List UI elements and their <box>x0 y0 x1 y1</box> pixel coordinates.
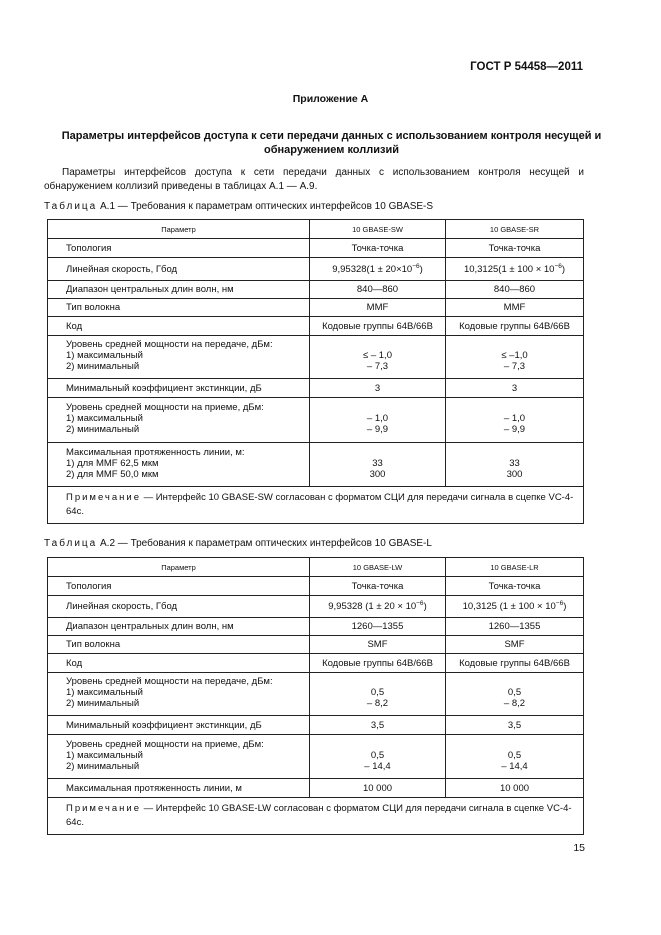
param-cell: Топология <box>48 577 310 596</box>
table1-col-param: Параметр <box>48 220 310 239</box>
table-row <box>48 281 584 299</box>
value-tail: ) <box>423 601 427 612</box>
table-row <box>48 654 584 673</box>
value-cell: 840—860 <box>310 281 446 299</box>
standard-number: ГОСТ Р 54458—2011 <box>470 61 583 73</box>
param-title: Максимальная протяженность линии, м: <box>66 447 245 458</box>
value-min: – 14,4 <box>501 761 528 772</box>
table2-note <box>48 798 584 835</box>
value-cell: 3,5 <box>310 716 446 735</box>
table-a1 <box>47 219 584 524</box>
param-cell: Минимальный коэффициент экстинкции, дБ <box>48 716 310 735</box>
value-tail: ) <box>563 601 567 612</box>
appendix-title: Приложение А <box>292 93 369 105</box>
param-cell <box>48 443 310 487</box>
value-exponent: −6 <box>555 599 564 607</box>
value-cell <box>310 336 446 379</box>
table-row <box>48 735 584 779</box>
table1-note-row <box>48 487 584 524</box>
table-row <box>48 673 584 716</box>
value-cell: 10 000 <box>310 779 446 798</box>
param-cell: Диапазон центральных длин волн, нм <box>48 281 310 299</box>
table-row <box>48 618 584 636</box>
value-min: – 7,3 <box>503 361 526 372</box>
param-cell <box>48 673 310 716</box>
table-row <box>48 299 584 317</box>
note-label: Примечание <box>66 803 141 814</box>
value-cell <box>310 258 446 281</box>
table-row <box>48 636 584 654</box>
value-cell: 1260—1355 <box>446 618 584 636</box>
value-cell: 3,5 <box>446 716 584 735</box>
value-min: – 9,9 <box>503 424 526 435</box>
value-cell: Точка-точка <box>446 239 584 258</box>
table1-note <box>48 487 584 524</box>
table-row <box>48 577 584 596</box>
value-cell <box>446 398 584 443</box>
param-cell: Тип волокна <box>48 636 310 654</box>
param-sub-min: 2) минимальный <box>66 361 140 372</box>
value-cell: Кодовые группы 64В/66В <box>310 317 446 336</box>
value-main: 10,3125(1 ± 100 × 10 <box>463 263 555 275</box>
value-cell: MMF <box>310 299 446 317</box>
value-cell <box>446 443 584 487</box>
param-cell <box>48 735 310 779</box>
param-cell: Тип волокна <box>48 299 310 317</box>
value-max: ≤ –1,0 <box>501 350 528 361</box>
table1-label: Таблица <box>44 201 98 212</box>
table-row <box>48 443 584 487</box>
param-title: Уровень средней мощности на передаче, дБм: <box>66 339 273 350</box>
value-min: – 7,3 <box>366 361 389 372</box>
value-cell: 1260—1355 <box>310 618 446 636</box>
param-title: Уровень средней мощности на приеме, дБм: <box>66 402 264 413</box>
table2-col-param: Параметр <box>48 558 310 577</box>
table1-caption <box>44 201 433 212</box>
value-cell <box>310 398 446 443</box>
value-cell: 10 000 <box>446 779 584 798</box>
param-sub-min: 2) минимальный <box>66 424 140 435</box>
value-cell: Кодовые группы 64В/66В <box>310 654 446 673</box>
page-number: 15 <box>573 842 585 854</box>
value-min: – 8,2 <box>503 698 526 709</box>
value-min: – 9,9 <box>366 424 389 435</box>
intro-paragraph: Параметры интерфейсов доступа к сети передачи данных с использованием контроля несущей и обнаружением коллизий приведены в таблицах А.1 — А.9. <box>44 167 584 192</box>
value-cell <box>310 443 446 487</box>
table-row <box>48 779 584 798</box>
value-cell: 840—860 <box>446 281 584 299</box>
value-main: 10,3125 (1 ± 100 × 10 <box>462 601 556 612</box>
value-max: 0,5 <box>370 687 385 698</box>
value-cell: 3 <box>446 379 584 398</box>
value-exponent: −6 <box>416 599 424 607</box>
table1-caption-text: А.1 — Требования к параметрам оптических интерфейсов 10 GBASE-S <box>100 201 434 212</box>
value-cell <box>310 735 446 779</box>
value-cell <box>446 258 584 281</box>
table-row <box>48 317 584 336</box>
value-l2: 300 <box>506 469 523 480</box>
param-cell: Линейная скорость, Гбод <box>48 596 310 618</box>
table-row <box>48 379 584 398</box>
note-text: — Интерфейс 10 GBASE-SW согласован с форматом СЦИ для передачи сигнала в сцепке VC-4-64c. <box>66 492 574 517</box>
value-l1: 33 <box>509 458 520 469</box>
param-cell: Код <box>48 317 310 336</box>
param-cell: Код <box>48 654 310 673</box>
value-cell <box>446 596 584 618</box>
value-cell <box>446 735 584 779</box>
param-sub-l1: 1) для MMF 62,5 мкм <box>66 458 159 469</box>
param-sub-l2: 2) для MMF 50,0 мкм <box>66 469 159 480</box>
section-heading: Параметры интерфейсов доступа к сети передачи данных с использованием контроля несущей и обнаружением коллизий <box>61 130 602 156</box>
value-cell: Точка-точка <box>446 577 584 596</box>
value-cell <box>446 673 584 716</box>
table-a2 <box>47 557 584 835</box>
param-cell: Максимальная протяженность линии, м <box>48 779 310 798</box>
table2-col-lr: 10 GBASE-LR <box>446 558 584 577</box>
param-cell <box>48 398 310 443</box>
value-cell: Кодовые группы 64В/66В <box>446 654 584 673</box>
table2-header-row <box>48 558 584 577</box>
value-tail: ) <box>561 263 566 275</box>
param-sub-min: 2) минимальный <box>66 698 140 709</box>
value-exponent: −6 <box>412 262 420 270</box>
table-row <box>48 398 584 443</box>
value-cell: SMF <box>310 636 446 654</box>
value-max: – 1,0 <box>503 413 526 424</box>
value-max: 0,5 <box>507 750 522 761</box>
table-row <box>48 239 584 258</box>
table2-caption <box>44 538 432 549</box>
value-max: ≤ – 1,0 <box>363 350 392 361</box>
param-sub-max: 1) максимальный <box>66 413 143 424</box>
value-cell: 3 <box>310 379 446 398</box>
value-cell: MMF <box>446 299 584 317</box>
param-cell: Линейная скорость, Гбод <box>48 258 310 281</box>
table-row <box>48 336 584 379</box>
value-max: 0,5 <box>507 687 522 698</box>
table-row <box>48 716 584 735</box>
value-main: 9,95328(1 ± 20×10 <box>332 263 413 275</box>
value-exponent: −6 <box>554 262 562 270</box>
param-sub-min: 2) минимальный <box>66 761 140 772</box>
note-text: — Интерфейс 10 GBASE-LW согласован с форматом СЦИ для передачи сигнала в сцепке VC-4-64c. <box>66 803 572 828</box>
table2-note-row <box>48 798 584 835</box>
table1-col-sw: 10 GBASE-SW <box>310 220 446 239</box>
value-min: – 14,4 <box>364 761 391 772</box>
value-min: – 8,2 <box>366 698 389 709</box>
param-title: Уровень средней мощности на приеме, дБм: <box>66 739 264 750</box>
param-cell: Минимальный коэффициент экстинкции, дБ <box>48 379 310 398</box>
value-cell: SMF <box>446 636 584 654</box>
param-cell: Диапазон центральных длин волн, нм <box>48 618 310 636</box>
param-sub-max: 1) максимальный <box>66 687 143 698</box>
value-cell <box>310 596 446 618</box>
value-main: 9,95328 (1 ± 20 × 10 <box>328 601 417 612</box>
table2-col-lw: 10 GBASE-LW <box>310 558 446 577</box>
param-sub-max: 1) максимальный <box>66 350 143 361</box>
table-row <box>48 596 584 618</box>
table2-label: Таблица <box>44 538 98 549</box>
param-cell <box>48 336 310 379</box>
value-tail: ) <box>419 263 423 275</box>
table1-header-row <box>48 220 584 239</box>
value-cell: Точка-точка <box>310 239 446 258</box>
table2-caption-text: А.2 — Требования к параметрам оптических интерфейсов 10 GBASE-L <box>100 538 432 549</box>
param-cell: Топология <box>48 239 310 258</box>
value-l1: 33 <box>372 458 383 469</box>
value-max: – 1,0 <box>366 413 389 424</box>
param-title: Уровень средней мощности на передаче, дБм: <box>66 676 273 687</box>
param-sub-max: 1) максимальный <box>66 750 143 761</box>
value-cell: Кодовые группы 64В/66В <box>446 317 584 336</box>
table-row <box>48 258 584 281</box>
value-cell <box>310 673 446 716</box>
value-cell: Точка-точка <box>310 577 446 596</box>
value-max: 0,5 <box>370 750 385 761</box>
value-l2: 300 <box>369 469 386 480</box>
table1-col-sr: 10 GBASE-SR <box>446 220 584 239</box>
value-cell <box>446 336 584 379</box>
note-label: Примечание <box>66 492 141 503</box>
